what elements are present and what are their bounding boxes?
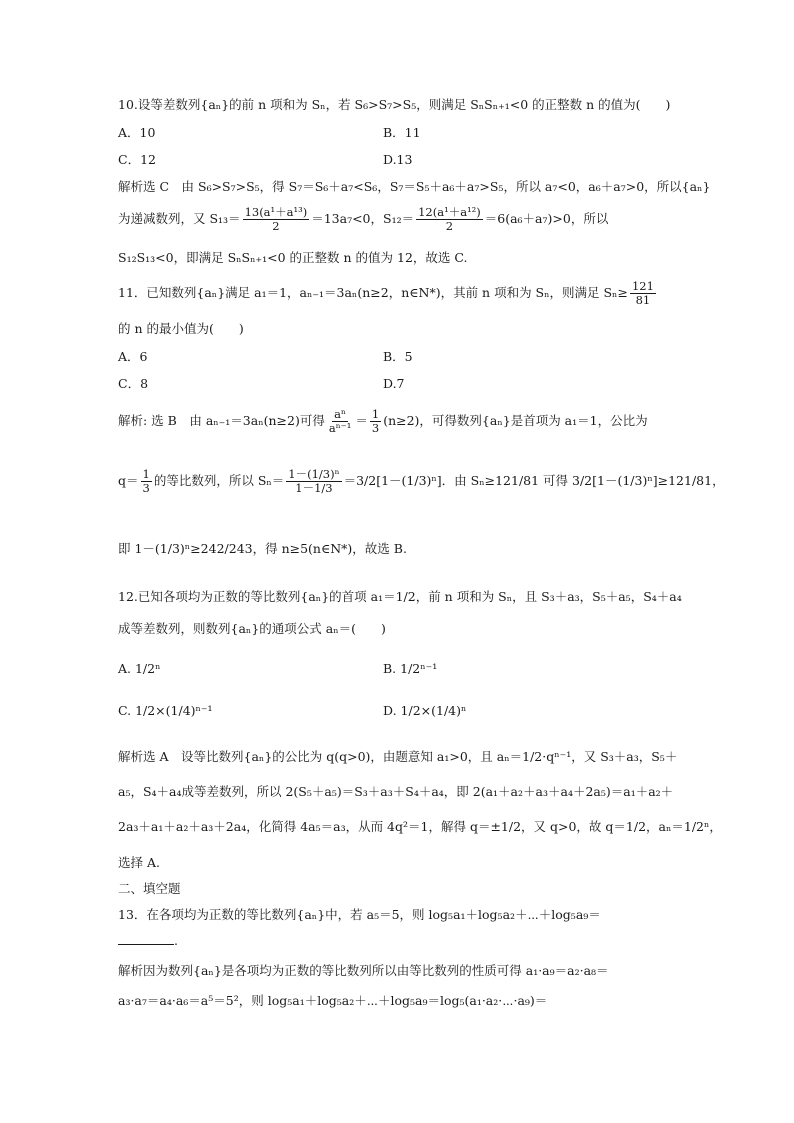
q10-option-c: C．12 — [118, 152, 156, 167]
q11-option-b: B．5 — [383, 349, 413, 364]
q11-solution-line-1: 解析: 选 B 由 aₙ₋₁＝3aₙ(n≥2)可得 $\frac{\text{aⁿ}}{\text{aⁿ⁻¹}}$ ＝ $\frac{1}{3}$ (n≥2)，可得数列{aₙ}是首项为 a₁＝1，公比为 — [118, 407, 648, 435]
q11-solution-line-3: 即 1－(1/3)ⁿ≥242/243，得 n≥5(n∈N*)，故选 B. — [118, 541, 407, 556]
q11-option-d: D.7 — [383, 376, 405, 391]
q12-solution-line-3: 2a₃＋a₁＋a₂＋a₃＋2a₄，化简得 4a₅＝a₃，从而 4q²＝1，解得 q＝±1/2，又 q>0，故 q＝1/2，aₙ＝1/2ⁿ， — [118, 819, 722, 834]
q10-fraction-s12: $\frac{\text{12(a¹＋a¹²)}}{2}$ — [418, 205, 481, 233]
q11-fraction-sn: $\frac{\text{1－(1/3)ⁿ}}{1-1/3}$ — [288, 467, 340, 495]
q10-fraction-s13: $\frac{\text{13(a¹＋a¹³)}}{2}$ — [244, 205, 308, 233]
q12-solution-line-1: 解析选 A 设等比数列{aₙ}的公比为 q(q>0)，由题意知 a₁>0，且 aₙ＝1/2·qⁿ⁻¹，又 S₃＋a₃，S₅＋ — [118, 749, 678, 764]
q11-stem: 11．已知数列{aₙ}满足 a₁＝1，aₙ₋₁＝3aₙ(n≥2，n∈N*)，其前 n 项和为 Sₙ，则满足 Sₙ≥ $\frac{121}{81}$ — [118, 279, 654, 307]
section-heading-fill-in: 二、填空题 — [118, 881, 181, 896]
q12-stem-line-1: 12.已知各项均为正数的等比数列{aₙ}的首项 a₁＝1/2，前 n 项和为 Sₙ，且 S₃＋a₃，S₅＋a₅，S₄＋a₄ — [118, 589, 682, 604]
q13-stem: 13．在各项均为正数的等比数列{aₙ}中，若 a₅＝5，则 log₅a₁＋log₅a₂＋⋯＋log₅a₉＝ — [118, 907, 601, 922]
q11-solution-line-2: q＝ $\frac{1}{3}$ 的等比数列，所以 Sₙ＝ $\frac{\text{1－(1/3)ⁿ}}{1-1/3}$ ＝3/2[1－(1/3)ⁿ]．由 Sₙ≥121/81 可得 3/2[1－(1/3)ⁿ]≥121/81， — [118, 467, 725, 495]
q10-solution-line-3: S₁₂S₁₃<0，即满足 SₙSₙ₊₁<0 的正整数 n 的值为 12，故选 C. — [118, 250, 468, 265]
q10-solution-line-2: 为递减数列，又 S₁₃＝ $\frac{\text{13(a¹＋a¹³)}}{2}$ ＝13a₇<0，S₁₂＝ $\frac{\text{12(a¹＋a¹²)}}{2}$ ＝6(a₆＋a₇)>0，所以 — [118, 205, 609, 233]
q10-option-b: B．11 — [383, 125, 421, 140]
q13-answer-blank[interactable] — [118, 932, 174, 945]
q13-answer-line: . — [118, 932, 678, 950]
q11-fraction-q: $\frac{1}{3}$ — [142, 467, 150, 495]
q12-option-b: B. 1/2ⁿ⁻¹ — [383, 661, 438, 676]
q13-solution-line-2: a₃·a₇＝a₄·a₆＝a⁵＝5²，则 log₅a₁＋log₅a₂＋⋯＋log₅a₉＝log₅(a₁·a₂·⋯·a₉)＝ — [118, 993, 548, 1008]
q11-stem-fraction: $\frac{121}{81}$ — [631, 279, 654, 307]
q10-option-a: A．10 — [118, 125, 156, 140]
q11-fraction-ratio: $\frac{\text{aⁿ}}{\text{aⁿ⁻¹}}$ — [328, 407, 352, 435]
q11-option-a: A．6 — [118, 349, 148, 364]
q12-option-c: C. 1/2×(1/4)ⁿ⁻¹ — [118, 703, 213, 718]
q12-solution-line-2: a₅，S₄＋a₄成等差数列，所以 2(S₅＋a₅)＝S₃＋a₃＋S₄＋a₄，即 2(a₁＋a₂＋a₃＋a₄＋2a₅)＝a₁＋a₂＋ — [118, 784, 674, 799]
q11-stem-line-2: 的 n 的最小值为( ) — [118, 321, 244, 336]
q10-solution-line-1: 解析选 C 由 S₆>S₇>S₅，得 S₇＝S₆＋a₇<S₆，S₇＝S₅＋a₆＋a₇>S₅，所以 a₇<0，a₆＋a₇>0，所以{aₙ} — [118, 179, 711, 194]
q12-solution-line-4: 选择 A. — [118, 855, 160, 870]
q11-fraction-third: $\frac{1}{3}$ — [371, 407, 380, 435]
q10-option-d: D.13 — [383, 152, 413, 167]
q10-stem: 10.设等差数列{aₙ}的前 n 项和为 Sₙ，若 S₆>S₇>S₅，则满足 SₙSₙ₊₁<0 的正整数 n 的值为( ) — [118, 97, 671, 112]
q12-stem-line-2: 成等差数列，则数列{aₙ}的通项公式 aₙ＝( ) — [118, 621, 386, 636]
q13-solution-line-1: 解析因为数列{aₙ}是各项均为正数的等比数列所以由等比数列的性质可得 a₁·a₉＝a₂·a₈＝ — [118, 963, 609, 978]
q11-option-c: C．8 — [118, 376, 149, 391]
q12-option-a: A. 1/2ⁿ — [118, 661, 161, 676]
q12-option-d: D. 1/2×(1/4)ⁿ — [383, 703, 467, 718]
